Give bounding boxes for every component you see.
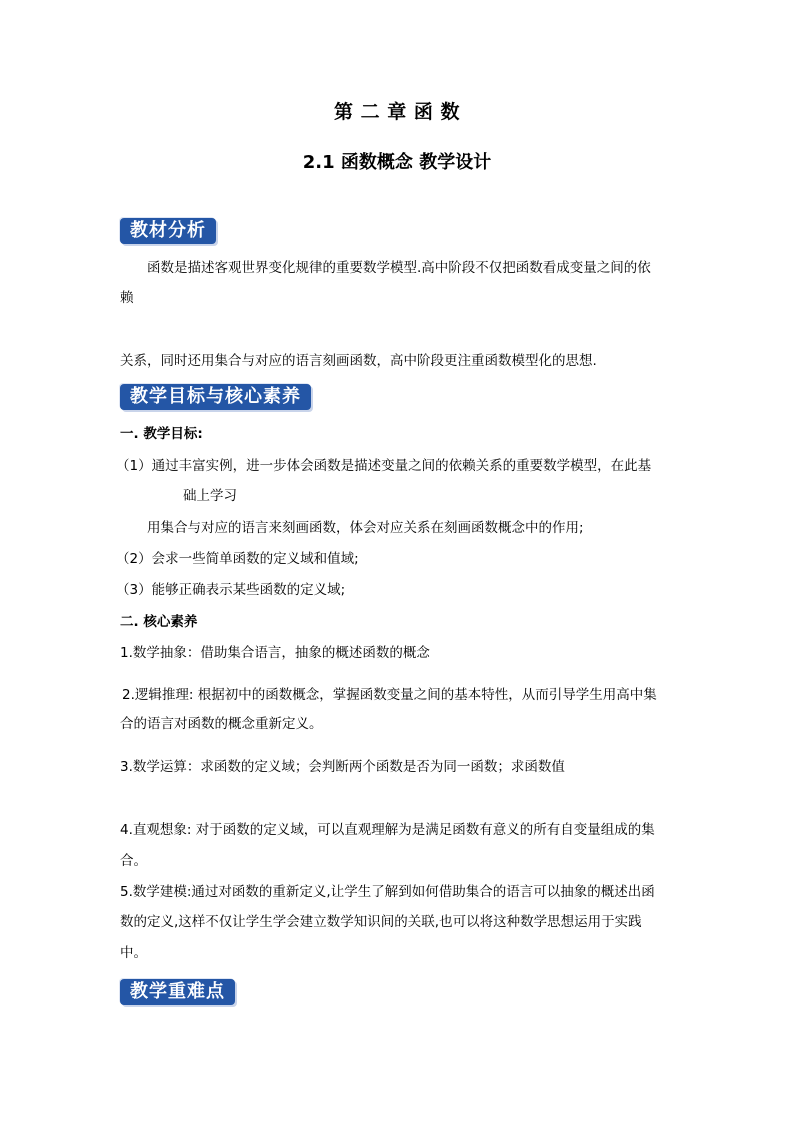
analysis-paragraph-line2: 赖 bbox=[120, 290, 134, 306]
section-badge-analysis: 教材分析 bbox=[120, 218, 216, 244]
literacy-5-line1: 5.数学建模:通过对函数的重新定义,让学生了解到如何借助集合的语言可以抽象的概述出函 bbox=[120, 884, 655, 900]
analysis-paragraph-2: 关系，同时还用集合与对应的语言刻画函数，高中阶段更注重函数模型化的思想. bbox=[120, 353, 597, 369]
literacy-3: 3.数学运算：求函数的定义域；会判断两个函数是否为同一函数；求函数值 bbox=[120, 759, 565, 775]
section-badge-objectives: 教学目标与核心素养 bbox=[120, 384, 311, 410]
lesson-title: 2.1 函数概念 教学设计 bbox=[302, 152, 492, 173]
analysis-paragraph-line1: 函数是描述客观世界变化规律的重要数学模型.高中阶段不仅把函数看成变量之间的依 bbox=[147, 260, 651, 276]
literacy-heading: 二. 核心素养 bbox=[120, 614, 198, 630]
goal-1-line2: 础上学习 bbox=[183, 488, 237, 504]
literacy-5-line3: 中。 bbox=[120, 945, 147, 961]
literacy-1: 1.数学抽象：借助集合语言，抽象的概述函数的概念 bbox=[120, 645, 430, 661]
literacy-5-line2: 数的定义,这样不仅让学生学会建立数学知识间的关联,也可以将这种数学思想运用于实践 bbox=[120, 914, 642, 930]
literacy-4-line2: 合。 bbox=[120, 853, 147, 869]
literacy-4-line1: 4.直观想象: 对于函数的定义域，可以直观理解为是满足函数有意义的所有自变量组成的集 bbox=[120, 822, 655, 838]
literacy-2-line1: 2.逻辑推理: 根据初中的函数概念，掌握函数变量之间的基本特性，从而引导学生用高中集 bbox=[122, 687, 657, 703]
chapter-title: 第 二 章 函 数 bbox=[334, 101, 460, 123]
goal-3: （3）能够正确表示某些函数的定义域; bbox=[116, 582, 346, 598]
section-badge-difficulties: 教学重难点 bbox=[120, 979, 235, 1005]
literacy-2-line2: 合的语言对函数的概念重新定义。 bbox=[120, 716, 323, 732]
goal-2: （2）会求一些简单函数的定义域和值域; bbox=[116, 551, 359, 567]
goal-1-line3: 用集合与对应的语言来刻画函数，体会对应关系在刻画函数概念中的作用; bbox=[147, 520, 584, 536]
goal-1-line1: （1）通过丰富实例，进一步体会函数是描述变量之间的依赖关系的重要数学模型，在此基 bbox=[116, 458, 652, 474]
goals-heading: 一. 教学目标: bbox=[120, 426, 203, 442]
